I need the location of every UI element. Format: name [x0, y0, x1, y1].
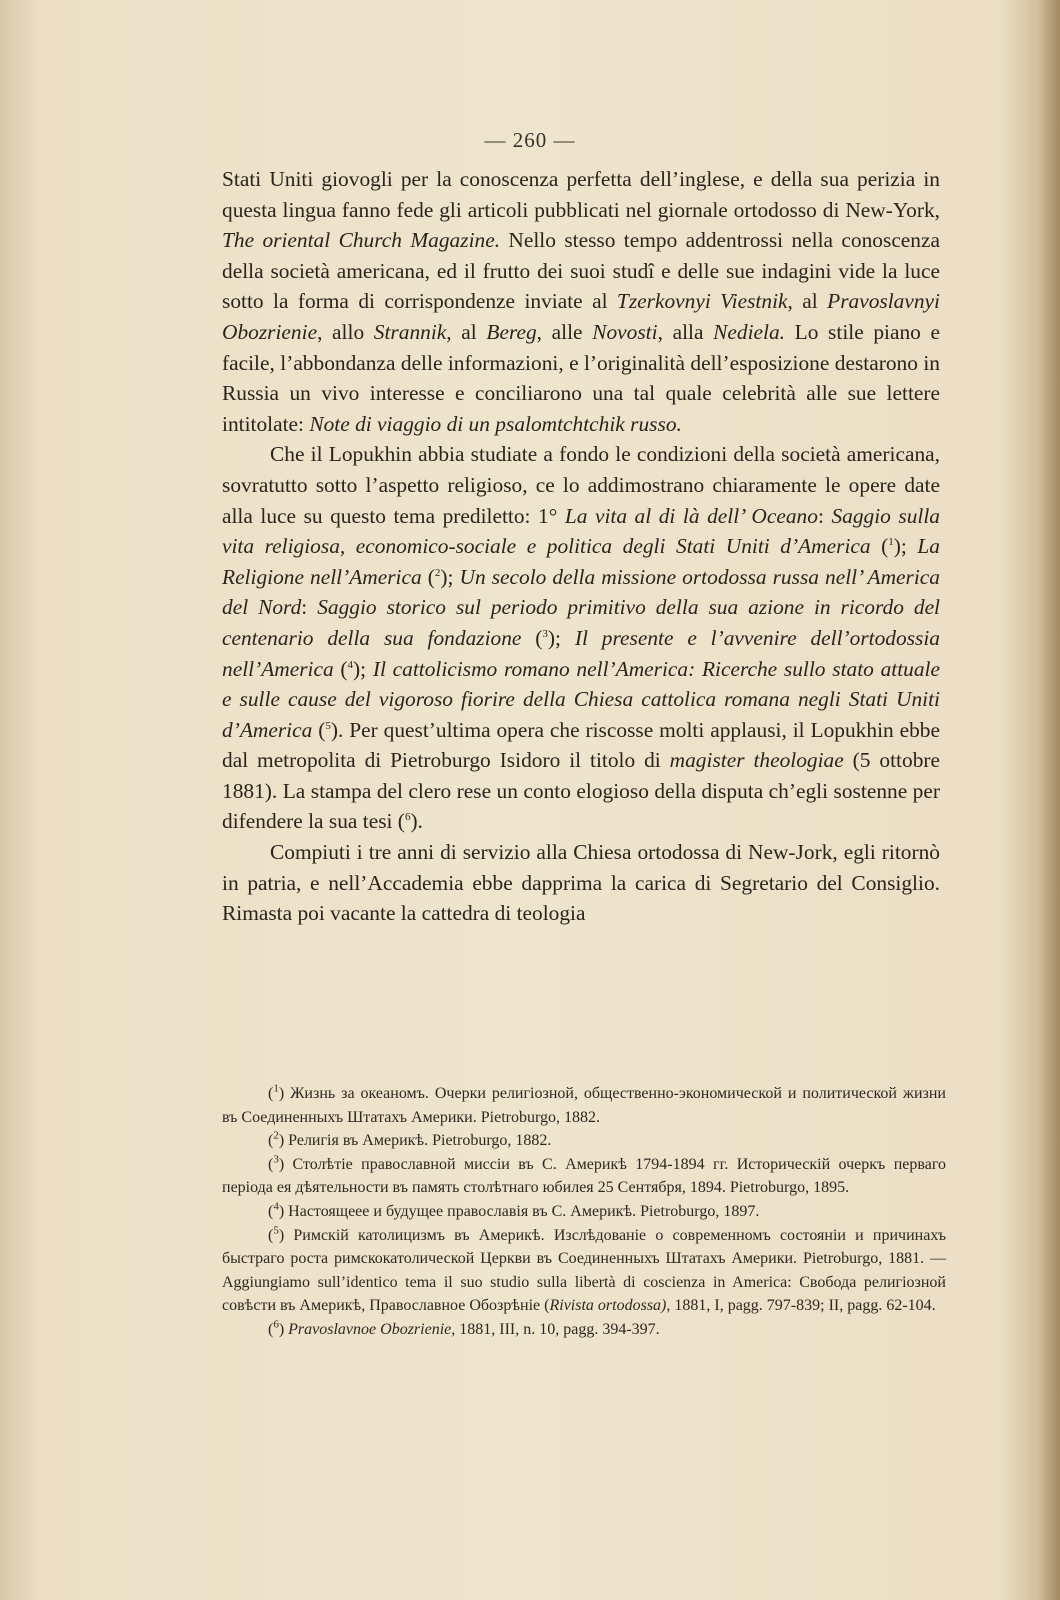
italic-text: La Religione nell’America [222, 534, 940, 589]
italic-text: Novosti [592, 319, 658, 344]
italic-text: Saggio sulla vita religiosa, economico-sociale e politica degli Stati Uniti d’America [222, 503, 940, 559]
text-run: ) Римскій католицизмъ въ Америкѣ. Изслѣдованіе о современномъ состояніи и причинахъ быстраго роста римскокатолической Церкви въ Соединенныхъ Штатахъ Америки. Pietroburgo, 1881. — Aggiungiamo sull’identico tema il suo studio sulla libertà di coscienza in America: Свобода религіозной совѣсти въ Америкѣ, Православное Обозрѣніе ( [222, 1226, 946, 1315]
text-run: , allo [317, 319, 374, 344]
footnote [222, 1082, 946, 1129]
text-run: , alle [536, 319, 593, 344]
text-run: Che il Lopukhin abbia studiate a fondo le condizioni della società americana, sovratutto sotto l’aspetto religioso, ce lo addimostrano chiaramente le opere date alla luce su questo tema prediletto: 1° [222, 442, 940, 528]
italic-text: The oriental Church Magazine. [222, 228, 501, 253]
text-run: ( [268, 1202, 274, 1220]
italic-text: Bereg [486, 319, 537, 344]
text-run: ); [353, 656, 373, 681]
text-run: ) Жизнь за океаномъ. Очерки религіозной, общественно-экономической и политической жизни въ Соединенныхъ Штатахъ Америки. Pietroburgo, 1882. [222, 1085, 946, 1126]
footnote [222, 1153, 946, 1200]
text-run: ( [268, 1226, 274, 1244]
text-run: , 1881, III, n. 10, pagg. 394-397. [451, 1320, 660, 1338]
italic-text: Un secolo della missione ortodossa russa nell’ America del Nord [222, 564, 940, 620]
italic-text: Nediela. [713, 319, 785, 344]
text-run: ( [312, 717, 326, 742]
text-run: ( [521, 625, 543, 650]
footnote [222, 1224, 946, 1318]
italic-text: Tzerkovnyi Viestnik [616, 289, 788, 314]
text-run: : [817, 503, 832, 528]
footnote-marker: 3 [542, 627, 548, 640]
paragraph [222, 164, 940, 439]
italic-text: La vita al di là dell’ Oceano [564, 503, 818, 528]
footnote-marker: 1 [273, 1082, 279, 1095]
body-text [222, 164, 940, 929]
text-run: ) [278, 1320, 289, 1338]
footnote [222, 1318, 946, 1342]
text-run: ); [440, 564, 460, 589]
footnote-marker: 4 [273, 1200, 279, 1213]
text-run: Nello stesso tempo addentrossi nella conoscenza della società americana, ed il frutto dei suoi studî e delle sue indagini vide la luce sotto la forma di corrispondenze inviate al [222, 228, 940, 314]
footnote-marker: 3 [273, 1153, 279, 1166]
footnote-marker: 5 [273, 1224, 279, 1237]
text-run: Compiuti i tre anni di servizio alla Chiesa ortodossa di New-Jork, egli ritornò in patria, e nell’Accademia ebbe dapprima la carica di Segretario del Consiglio. Rimasta poi vacante la cattedra di teologia [222, 840, 940, 926]
footnote [222, 1200, 946, 1224]
text-run: ). Per quest’ultima opera che riscosse molti applausi, il Lopukhin ebbe dal metropolita di Pietroburgo Isidoro il titolo di [222, 717, 940, 773]
text-run: ). [410, 809, 423, 834]
text-run: ( [268, 1085, 274, 1102]
text-run: , 1881, I, pagg. 797-839; II, pagg. 62-104. [666, 1297, 936, 1315]
footnote-marker: 6 [404, 811, 411, 824]
text-run: , al [787, 289, 828, 314]
italic-text: Pravoslavnoe Obozrienie [288, 1320, 452, 1338]
footnote [222, 1129, 946, 1153]
italic-text: Il presente e l’avvenire dell’ortodossia nell’America [222, 625, 940, 681]
text-run: ( [268, 1132, 274, 1150]
footnote-marker: 1 [888, 536, 894, 548]
text-run: Stati Uniti giovogli per la conoscenza perfetta dell’inglese, e della sua perizia in questa lingua fanno fede gli articoli pubblicati nel giornale ortodosso di New-York, [222, 167, 940, 222]
text-run: ( [268, 1320, 274, 1338]
text-run: ) Столѣтіе православной миссіи въ С. Америкѣ 1794-1894 гг. Историческій очеркъ перваго періода ея дѣятельности въ память столѣтнаго юбилея 25 Сентября, 1894. Pietroburgo, 1895. [222, 1155, 946, 1197]
text-run: ( [421, 564, 435, 589]
footnote-marker: 5 [325, 719, 331, 732]
page-number: — 260 — [484, 128, 576, 152]
text-run: ( [268, 1155, 274, 1173]
footnote-marker: 2 [273, 1129, 279, 1142]
text-run: ); [547, 625, 575, 650]
text-run: , al [446, 319, 487, 344]
text-run: , alla [657, 319, 714, 344]
italic-text: Pravoslavnyi Obozrienie [222, 289, 940, 344]
italic-text: Strannik [373, 319, 447, 344]
text-run: ); [893, 534, 918, 559]
text-run: Lo stile piano e facile, l’abbondanza delle informazioni, e l’originalità dell’esposizione destarono in Russia un vivo interesse e conciliarono una tal quale celebrità alle sue lettere intitolate: [222, 319, 941, 436]
text-run: (5 ottobre 1881). La stampa del clero rese un conto elogioso della disputa ch’egli sostenne per difendere la sua tesi ( [222, 748, 941, 834]
footnotes [222, 1082, 946, 1342]
italic-text: Saggio storico sul periodo primitivo della sua azione in ricordo del centenario della sua fondazione [222, 595, 941, 650]
italic-text: Rivista ortodossa) [549, 1297, 667, 1315]
text-run: ) Религія въ Америкѣ. Pietroburgo, 1882. [278, 1132, 552, 1150]
text-run: ( [870, 534, 889, 559]
italic-text: Il cattolicismo romano nell’America: Ricerche sullo stato attuale e sulle cause del vigoroso fiorire della Chiesa cattolica romana negli Stati Uniti d’America [222, 656, 940, 742]
text-run: ) Настоящеее и будущее православія въ С. Америкѣ. Pietroburgo, 1897. [278, 1202, 760, 1220]
footnote-marker: 2 [434, 566, 441, 579]
italic-text: Note di viaggio di un psalomtchtchik russo. [309, 411, 682, 436]
text-run: : [301, 595, 318, 620]
paragraph [222, 837, 940, 929]
footnote-marker: 6 [273, 1318, 279, 1331]
paragraph [222, 439, 940, 837]
page-edge-shadow [1038, 0, 1060, 1600]
text-run: ( [333, 656, 348, 681]
italic-text: magister theologiae [669, 748, 844, 773]
footnote-marker: 4 [347, 658, 354, 671]
